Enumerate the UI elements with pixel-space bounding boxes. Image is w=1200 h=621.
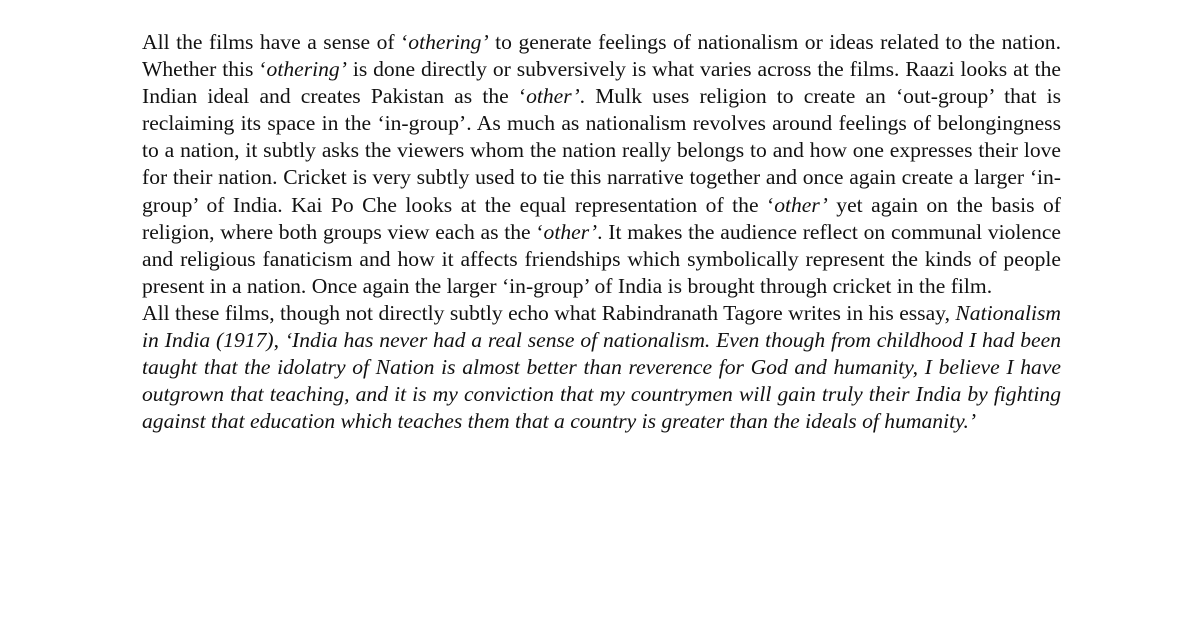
italic-term: other’	[526, 84, 580, 109]
text-run: All the films have a sense of ‘	[142, 30, 409, 54]
italic-term: other’	[543, 219, 598, 244]
paragraph-othering	[142, 29, 1061, 300]
tagore-quote: ‘India has never had a real sense of nationalism. Even though from childhood I had been taught that the idolatry of Nation is almost better than reverence for God and humanity, I believe I have outgrown that teaching, and it is my conviction that my countrymen will gain truly their India by fighting against that education which teaches them that a country is greater than the ideals of humanity.’	[142, 328, 1061, 434]
text-run: . It makes the audience reflect on communal violence and religious fanaticism and how it affects friendships which symbolically represent the kinds of people present in a nation. Once again the larger ‘in-group’ of India is brought through cricket in the film.	[142, 219, 1061, 298]
text-run: yet again on the basis of religion, where both groups view each as the ‘	[142, 192, 1061, 244]
italic-term: othering’	[266, 57, 347, 82]
paragraph-tagore	[142, 300, 1061, 435]
essay-title: Nationalism in India (1917)	[142, 300, 1061, 353]
text-run: ,	[273, 328, 285, 353]
text-run: All these films, though not directly subtly echo what Rabindranath Tagore writes in his essay,	[142, 300, 956, 325]
document-body	[142, 29, 1061, 435]
text-run: is done directly or subversively is what varies across the films. Raazi looks at the Indian ideal and creates Pakistan as the ‘	[142, 57, 1061, 109]
text-run: . Mulk uses religion to create an ‘out-group’ that is reclaiming its space in the ‘in-group’. As much as nationalism revolves around feelings of belongingness to a nation, it subtly asks the viewers whom the nation really belongs to and how one expresses their love for their nation. Cricket is very subtly used to tie this narrative together and once again create a larger ‘in-group’ of India. Kai Po Che looks at the equal representation of the ‘	[142, 84, 1062, 217]
italic-term: othering’	[408, 30, 489, 54]
italic-term: other’	[774, 192, 828, 217]
text-run: to generate feelings of nationalism or ideas related to the nation. Whether this ‘	[142, 30, 1062, 82]
